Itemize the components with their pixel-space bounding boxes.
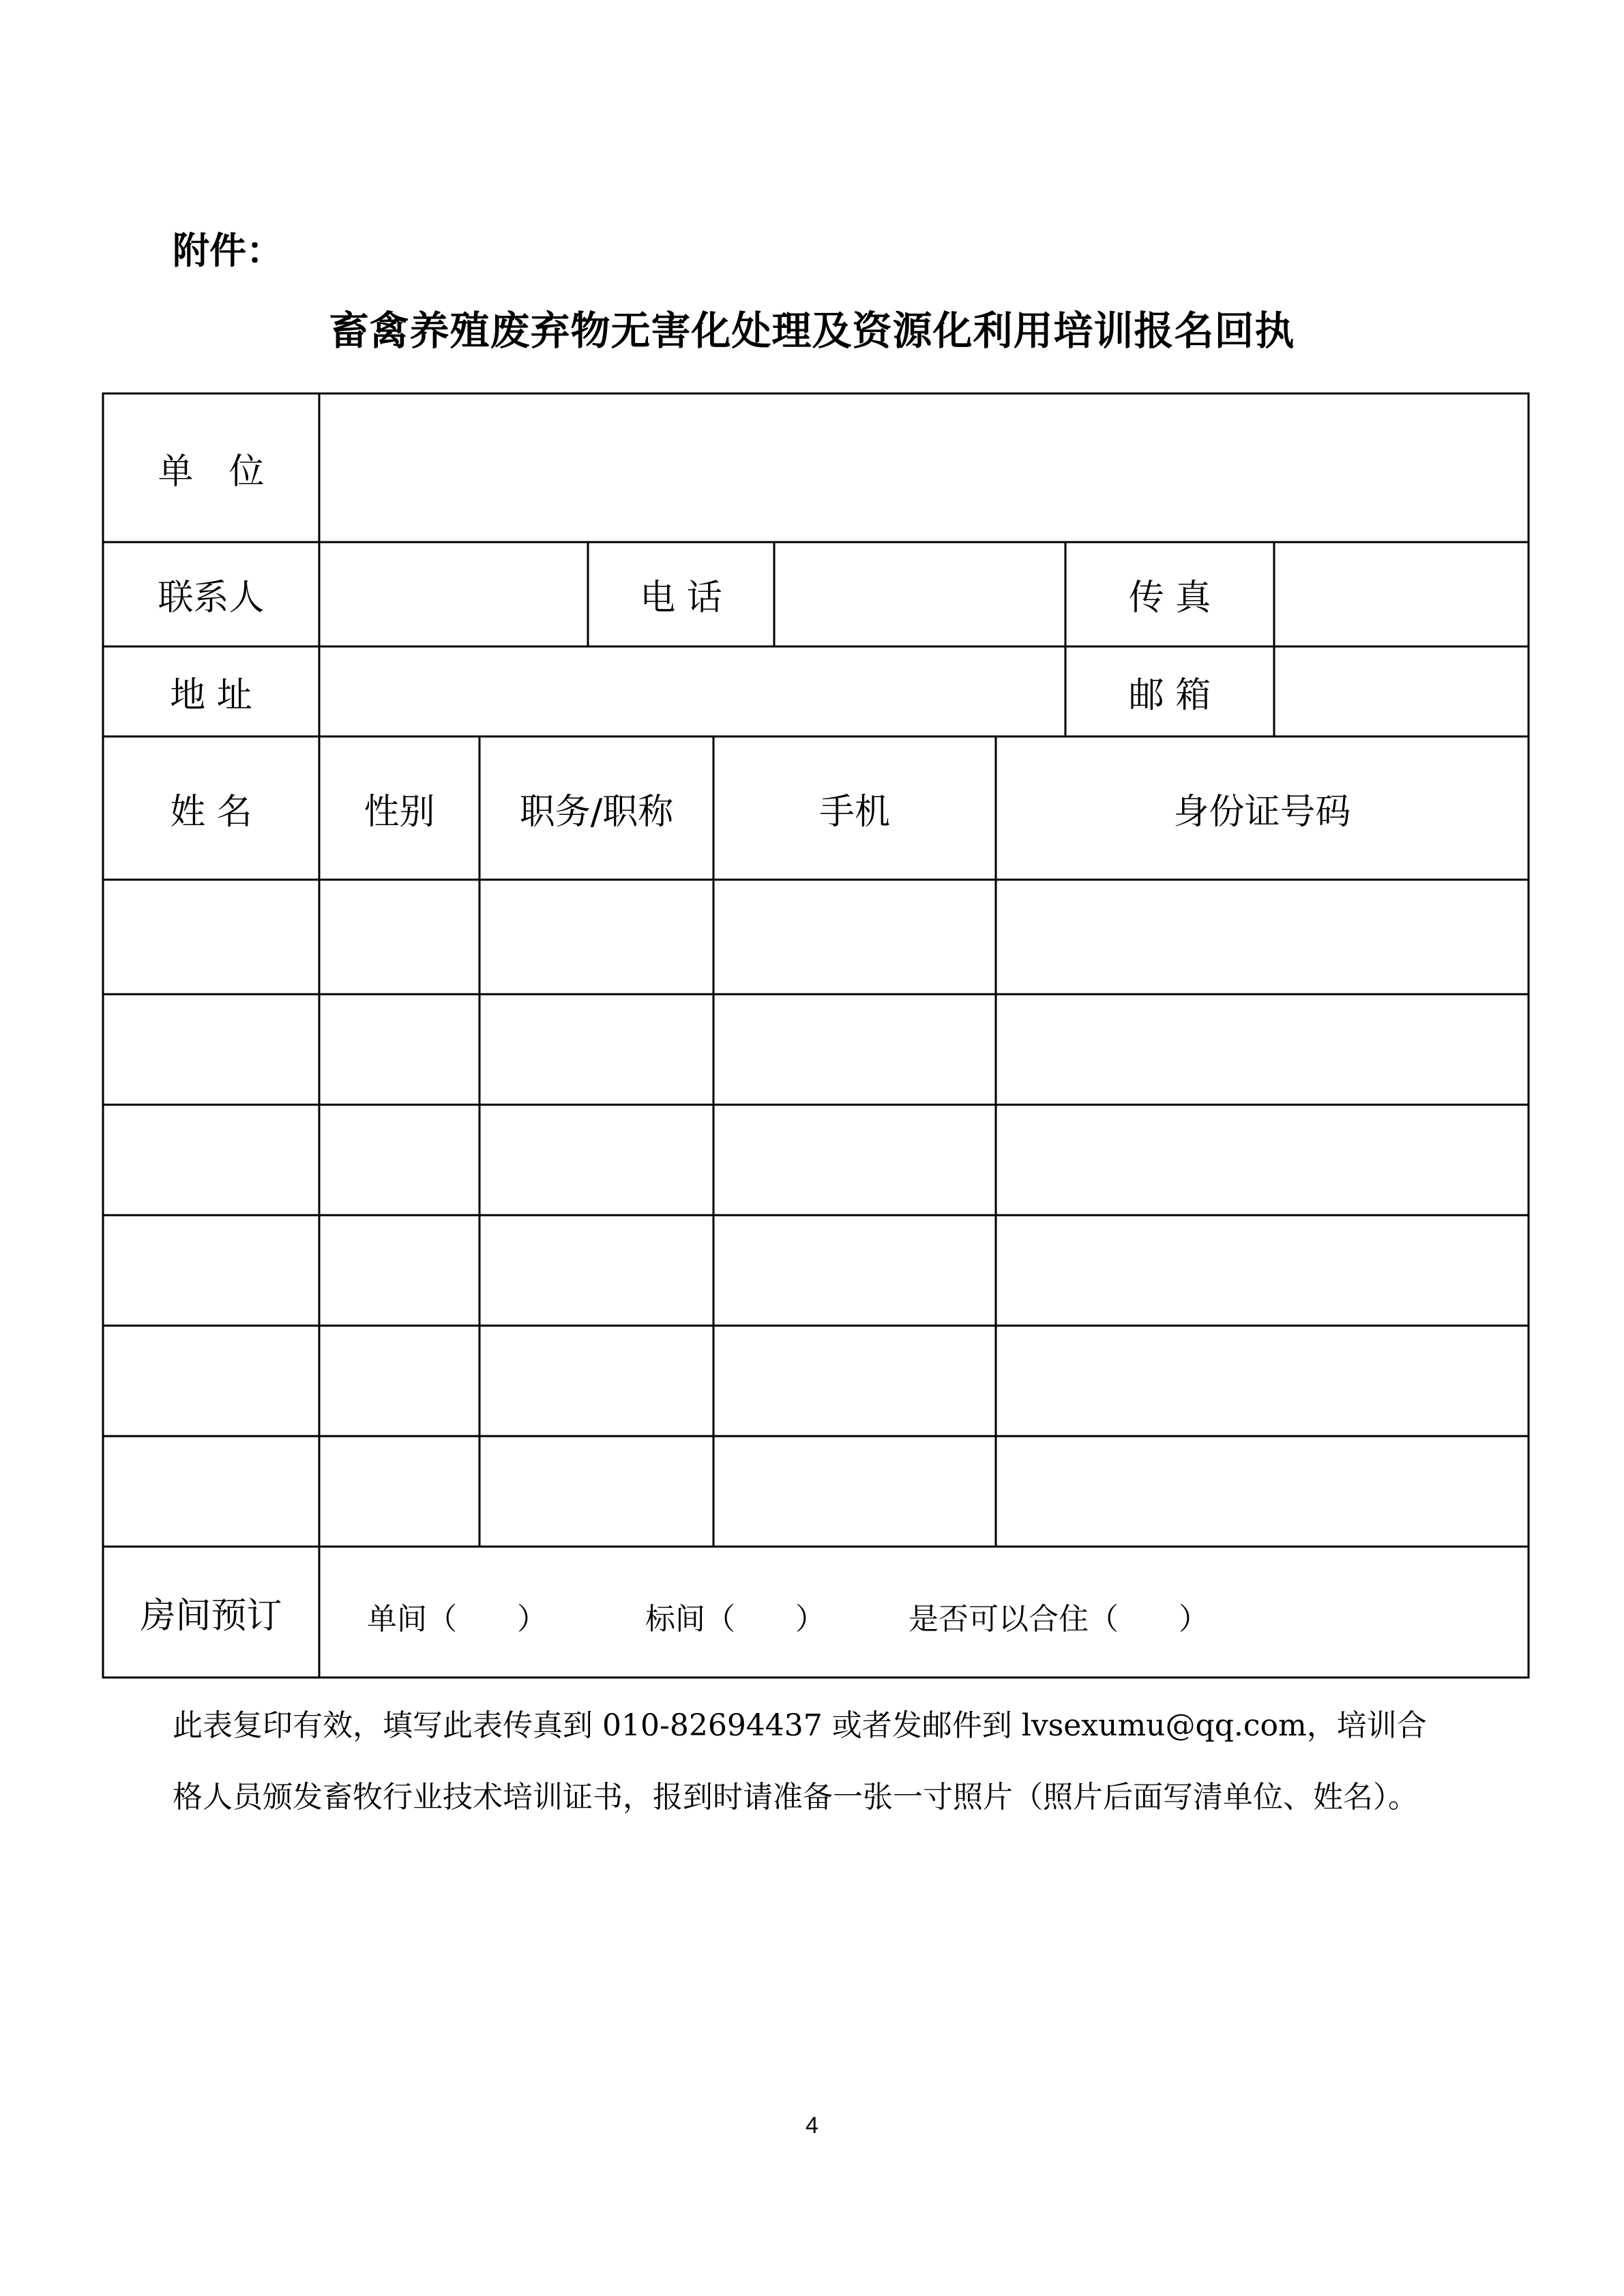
room-booking-label: 房间预订 [140, 1595, 282, 1637]
room-standard-option[interactable]: 标间（ ） [645, 1602, 825, 1637]
contact-field[interactable] [319, 542, 588, 646]
room-booking-options [367, 1589, 1209, 1643]
address-field[interactable] [319, 646, 1065, 736]
instructions-note: 此表复印有效，填写此表传真到 010-82694437 或者发邮件到 lvsexumu@qq.com，培训合格人员颁发畜牧行业技术培训证书，报到时请准备一张一寸照片（照片后面写清单位、姓名）。 [173, 1708, 1427, 1815]
email-label: 邮 箱 [1128, 674, 1211, 716]
room-share-option[interactable]: 是否可以合住（ ） [909, 1602, 1209, 1637]
room-single-option[interactable]: 单间（ ） [367, 1602, 547, 1637]
name-column-header: 姓 名 [170, 791, 252, 833]
id-number-column-header: 身份证号码 [1173, 791, 1351, 833]
fax-label: 传 真 [1128, 578, 1211, 618]
email-field[interactable] [1274, 646, 1529, 736]
attachment-label: 附件： [173, 229, 283, 272]
page-number: 4 [806, 2113, 818, 2138]
form-title: 畜禽养殖废弃物无害化处理及资源化利用培训报名回执 [329, 308, 1295, 354]
gender-column-header: 性别 [364, 791, 435, 833]
phone-field[interactable] [774, 542, 1065, 646]
mobile-column-header: 手机 [818, 791, 890, 833]
contact-label: 联系人 [158, 578, 265, 618]
fax-field[interactable] [1274, 542, 1529, 646]
unit-field[interactable] [319, 393, 1529, 542]
position-column-header: 职务/职称 [519, 791, 674, 833]
address-label: 地 址 [170, 674, 252, 716]
unit-label: 单 位 [158, 451, 265, 492]
phone-label: 电 话 [640, 578, 722, 618]
